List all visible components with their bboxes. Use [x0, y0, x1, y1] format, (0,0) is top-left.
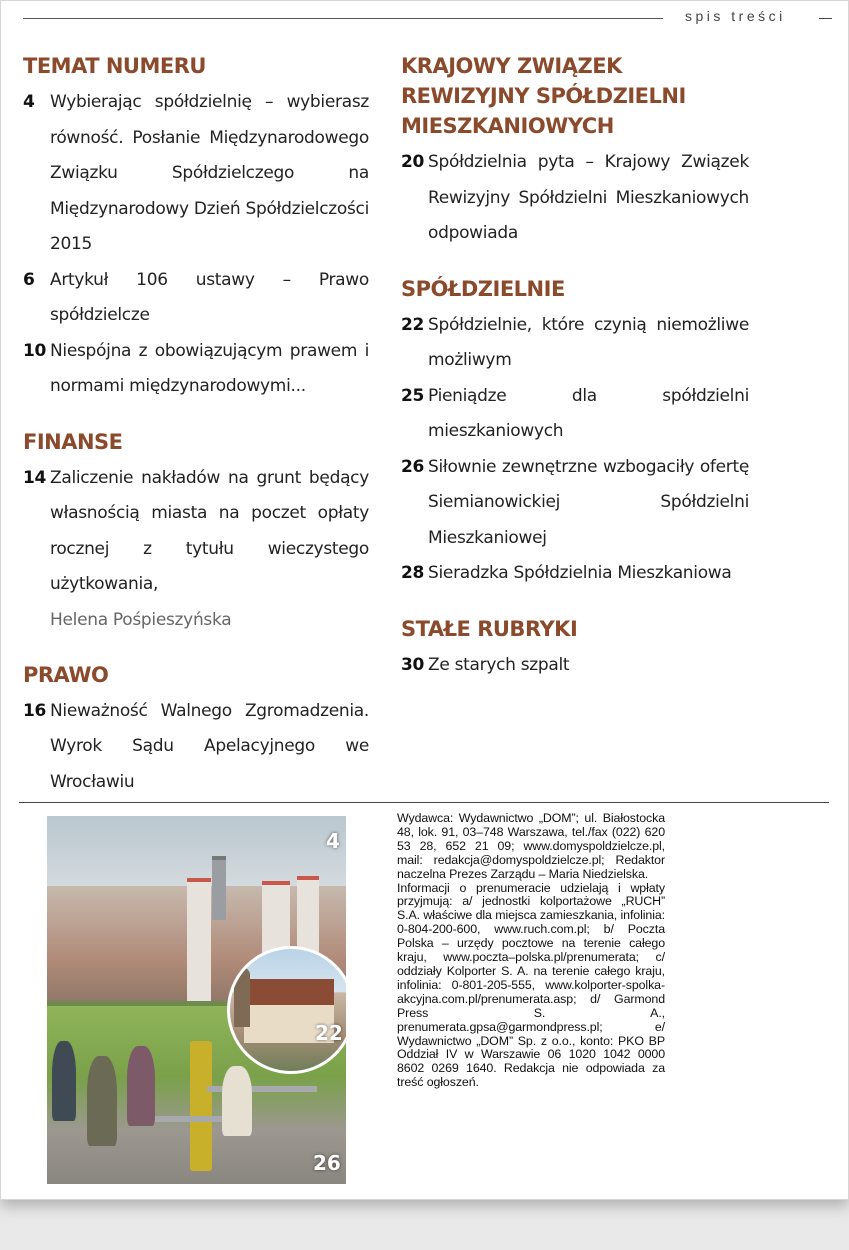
inset-tower — [234, 967, 250, 1027]
toc-entry[interactable] — [23, 334, 369, 405]
toc-entry[interactable] — [401, 450, 749, 557]
page-number: 4 — [23, 92, 35, 112]
section-title: PRAWO — [23, 662, 109, 687]
section-stale-rubryki — [401, 614, 749, 684]
toc-entry[interactable] — [23, 263, 369, 334]
page-number: 16 — [23, 700, 47, 721]
page-number: 28 — [401, 563, 425, 583]
entry-title: Ze starych szpalt — [428, 654, 570, 675]
entry-title: Wybierając spółdzielnię – wybierasz równość. Posłanie Międzynarodowego Związku Spółdzielczego na Międzynarodowy Dzień Spółdzielczości 2015 — [50, 92, 369, 254]
entry-title: Zaliczenie nakładów na grunt będący własnością miasta na poczet opłaty rocznej z tytułu wieczystego użytkowania, — [50, 467, 369, 594]
page-number: 26 — [401, 456, 425, 477]
left-column — [23, 51, 369, 822]
section-krajowy-zwiazek — [401, 51, 749, 252]
imprint — [397, 812, 665, 1090]
toc-entry[interactable] — [23, 85, 369, 263]
page-number: 6 — [23, 269, 35, 290]
page-number: 22 — [401, 314, 425, 335]
entry-title: Siłownie zewnętrzne wzbogaciły ofertę Siemianowickiej Spółdzielni Mieszkaniowej — [428, 456, 749, 548]
toc-entry[interactable] — [401, 648, 749, 684]
right-column — [401, 51, 749, 705]
section-title: STAŁE RUBRYKI — [401, 616, 578, 641]
photo-page-number-circle: 22 — [315, 1021, 343, 1045]
entry-title: Pieniądze dla spółdzielni mieszkaniowych — [428, 385, 749, 441]
toc-entry[interactable] — [401, 556, 749, 592]
section-spoldzielnie — [401, 274, 749, 592]
page-number: 14 — [23, 467, 47, 488]
photo-building — [187, 878, 211, 1002]
toc-entry[interactable] — [401, 145, 749, 252]
section-finanse — [23, 427, 369, 638]
entry-title: Sieradzka Spółdzielnia Mieszkaniowa — [428, 563, 732, 583]
toc-entry[interactable] — [23, 694, 369, 801]
entry-title: Niespójna z obowiązującym prawem i normami międzynarodowymi... — [50, 340, 369, 396]
header-label: spis treści — [685, 8, 786, 24]
photo-inset-circle — [227, 946, 346, 1074]
toc-entry[interactable] — [23, 461, 369, 603]
section-title: SPÓŁDZIELNIE — [401, 276, 565, 301]
bottom-rule — [19, 802, 829, 803]
photo-person — [222, 1066, 252, 1136]
imprint-subscription: Informacji o prenumeracie udzielają i wpłaty przyjmują: a/ jednostki kolportażowe „RUCH” S.A. właściwe dla miejsca zamieszkania, infolinia: 0-804-200-600, www.ruch.com.pl; b/ Poczta Polska – urzędy pocztowe na terenie całego kraju, www.poczta–polska.pl/prenumerata; c/ oddziały Kolporter S. A. na terenie całego kraju, infolinia: 0-801-205-555, www.kolporter-spolka-akcyjna.com.pl/prenumerata.asp; d/ Garmond Press S. A., prenumerata.gpsa@garmondpress.pl; e/ Wydawnictwo „DOM” Sp. z o.o., konto: PKO BP Oddział IV w Warszawie 06 1020 1042 0000 8602 0269 1640. Redakcja nie odpowiada za treść ogłoszeń. — [397, 880, 665, 1090]
entry-title: Spółdzielnia pyta – Krajowy Związek Rewizyjny Spółdzielni Mieszkaniowych odpowiada — [428, 152, 749, 243]
photo-person — [127, 1046, 155, 1126]
section-title: KRAJOWY ZWIĄZEK REWIZYJNY SPÓŁDZIELNI MIESZKANIOWYCH — [401, 54, 686, 138]
photo-page-number-top: 4 — [326, 829, 340, 853]
photo-collage — [47, 816, 346, 1184]
entry-title: Artykuł 106 ustawy – Prawo spółdzielcze — [50, 269, 369, 325]
section-prawo — [23, 660, 369, 801]
photo-building — [212, 856, 226, 920]
photo-exercise-frame — [190, 1041, 212, 1171]
section-title: TEMAT NUMERU — [23, 54, 206, 78]
entry-title: Nieważność Walnego Zgromadzenia. Wyrok Sądu Apelacyjnego we Wrocławiu — [50, 700, 369, 792]
toc-entry[interactable] — [401, 308, 749, 379]
header-dash — [819, 18, 832, 19]
imprint-publisher: Wydawca: Wydawnictwo „DOM”; ul. Białostocka 48, lok. 91, 03–748 Warszawa, tel./fax (022) 620 53 28, 652 21 09; www.domyspoldzielcze.pl, mail: redakcja@domyspoldzielcze.pl; Redaktor naczelna Prezes Zarządu – Maria Niedzielska. — [397, 811, 665, 881]
section-title: FINANSE — [23, 429, 123, 454]
photo-person — [87, 1056, 117, 1146]
inset-roof — [244, 979, 334, 1005]
photo-page-number-bottom: 26 — [313, 1151, 341, 1175]
section-temat-numeru — [23, 51, 369, 405]
photo-person — [52, 1041, 76, 1121]
page-number: 25 — [401, 385, 425, 406]
entry-title: Spółdzielnie, które czynią niemożliwe możliwym — [428, 314, 749, 370]
entry-author: Helena Pośpieszyńska — [50, 609, 232, 630]
toc-entry[interactable] — [401, 379, 749, 450]
page-number: 30 — [401, 654, 425, 675]
header-rule — [23, 18, 663, 19]
page-number: 20 — [401, 152, 425, 172]
page-number: 10 — [23, 340, 47, 361]
